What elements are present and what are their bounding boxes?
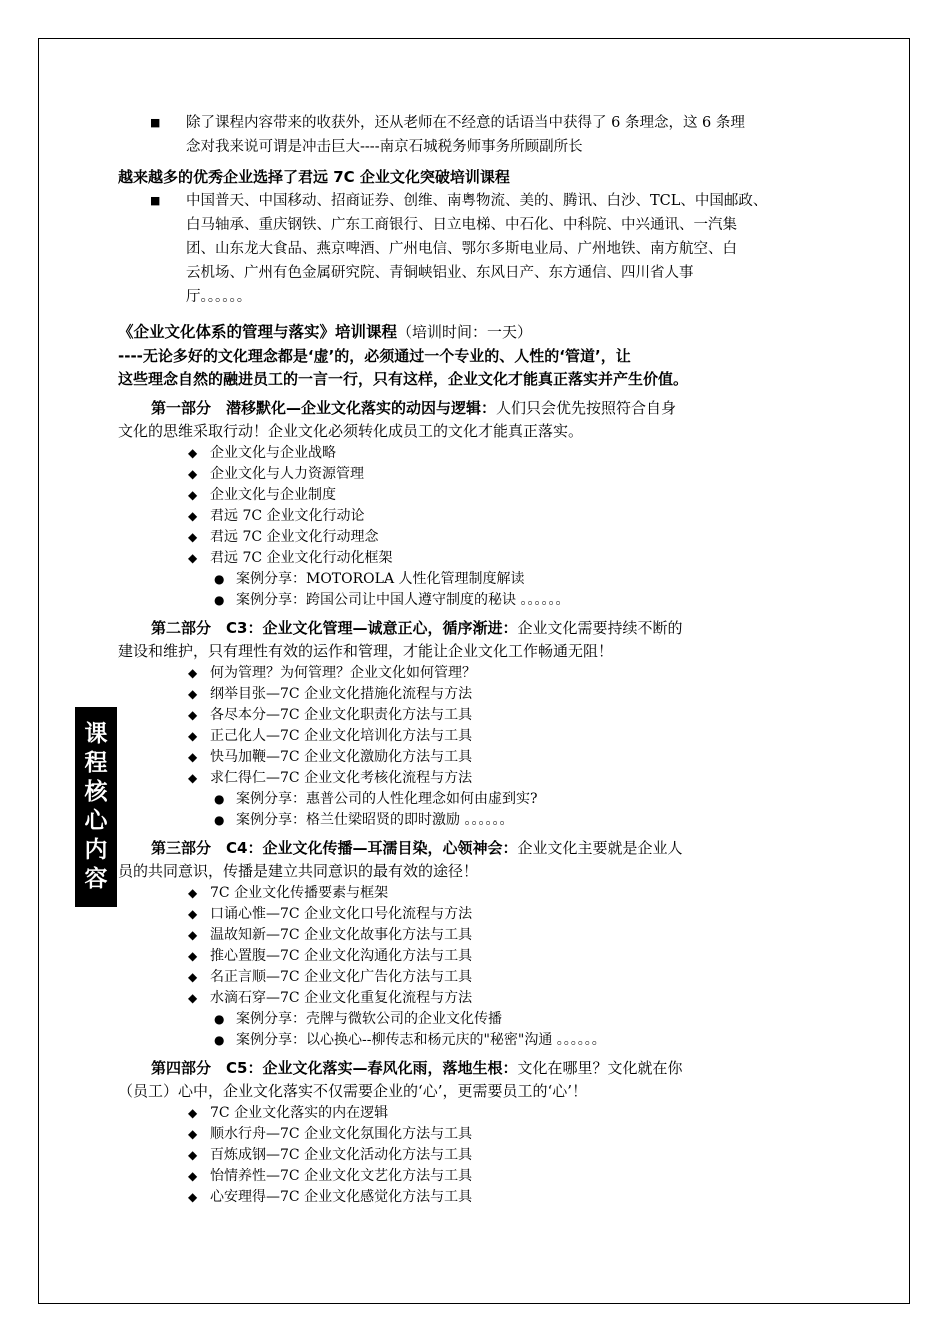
diamond-bullet-icon: ◆ <box>188 1190 198 1204</box>
diamond-bullet-icon: ◆ <box>188 750 198 764</box>
topic-item <box>188 925 848 946</box>
topic-text: 纲举目张—7C 企业文化措施化流程与方法 <box>210 686 473 702</box>
topic-item <box>188 548 848 569</box>
testimonial <box>118 111 848 159</box>
part-description: （员工）心中，企业文化落实不仅需要企业的‘心’，更需要员工的‘心’！ <box>118 1082 588 1100</box>
motto-line: ----无论多好的文化理念都是‘虚’的，必须通过一个专业的、人性的‘管道’，让 <box>118 347 631 365</box>
case-item <box>214 569 848 590</box>
course-time: （培训时间：一天） <box>397 323 533 341</box>
topic-item <box>188 527 848 548</box>
topic-text: 温故知新—7C 企业文化故事化方法与工具 <box>210 927 473 943</box>
case-text: 案例分享：壳牌与微软公司的企业文化传播 <box>236 1011 502 1027</box>
client-line: 白马轴承、重庆钢铁、广东工商银行、日立电梯、中石化、中科院、中兴通讯、一汽集 <box>186 217 737 233</box>
diamond-bullet-icon: ◆ <box>188 928 198 942</box>
topic-list <box>118 883 848 1009</box>
diamond-bullet-icon: ◆ <box>188 729 198 743</box>
dot-bullet-icon: ● <box>214 813 225 827</box>
motto-line: 这些理念自然的融进员工的一言一行，只有这样，企业文化才能真正落实并产生价值。 <box>118 370 689 388</box>
topic-item <box>188 705 848 726</box>
dot-bullet-icon: ● <box>214 792 225 806</box>
topic-item <box>188 967 848 988</box>
client-line: 中国普天、中国移动、招商证券、创维、南粤物流、美的、腾讯、白沙、TCL、中国邮政、 <box>186 193 768 209</box>
square-bullet-icon: ■ <box>150 116 161 129</box>
diamond-bullet-icon: ◆ <box>188 467 198 481</box>
sidebar-label: 课程核心内容 <box>84 721 108 892</box>
case-item <box>214 590 848 611</box>
diamond-bullet-icon: ◆ <box>188 1106 198 1120</box>
part-heading <box>118 1057 848 1103</box>
topic-item <box>188 663 848 684</box>
diamond-bullet-icon: ◆ <box>188 446 198 460</box>
diamond-bullet-icon: ◆ <box>188 509 198 523</box>
topic-text: 7C 企业文化落实的内在逻辑 <box>210 1105 389 1121</box>
topic-item <box>188 726 848 747</box>
case-text: 案例分享：以心换心--柳传志和杨元庆的"秘密"沟通 。。。。。。 <box>236 1032 606 1048</box>
diamond-bullet-icon: ◆ <box>188 488 198 502</box>
case-item <box>214 1009 848 1030</box>
part-title: 第四部分 C5：企业文化落实—春风化雨，落地生根： <box>151 1059 518 1077</box>
clients-list <box>118 189 848 309</box>
topic-text: 快马加鞭—7C 企业文化激励化方法与工具 <box>210 749 473 765</box>
square-bullet-icon: ■ <box>150 194 161 207</box>
diamond-bullet-icon: ◆ <box>188 1127 198 1141</box>
course-part <box>118 1057 848 1208</box>
diamond-bullet-icon: ◆ <box>188 666 198 680</box>
topic-text: 君远 7C 企业文化行动论 <box>210 508 365 524</box>
topic-item <box>188 1103 848 1124</box>
course-part <box>118 397 848 611</box>
diamond-bullet-icon: ◆ <box>188 1169 198 1183</box>
topic-text: 企业文化与人力资源管理 <box>210 466 364 482</box>
part-heading <box>118 837 848 883</box>
topic-text: 怡情养性—7C 企业文化文艺化方法与工具 <box>210 1168 473 1184</box>
testimonial-line: 念对我来说可谓是冲击巨大----南京石城税务师事务所顾副所长 <box>186 139 583 155</box>
topic-text: 口诵心惟—7C 企业文化口号化流程与方法 <box>210 906 473 922</box>
topic-item <box>188 485 848 506</box>
course-motto <box>118 345 848 391</box>
course-name: 《企业文化体系的管理与落实》培训课程 <box>118 323 398 341</box>
topic-text: 各尽本分—7C 企业文化职责化方法与工具 <box>210 707 473 723</box>
part-description: 建设和维护，只有理性有效的运作和管理，才能让企业文化工作畅通无阻！ <box>118 642 614 660</box>
topic-item <box>188 1187 848 1208</box>
topic-text: 求仁得仁—7C 企业文化考核化流程与方法 <box>210 770 473 786</box>
topic-item <box>188 768 848 789</box>
part-heading <box>118 397 848 443</box>
topic-item <box>188 684 848 705</box>
dot-bullet-icon: ● <box>214 572 225 586</box>
part-description: 文化在哪里？文化就在你 <box>517 1059 683 1077</box>
course-part <box>118 617 848 831</box>
part-title: 第一部分 潜移默化—企业文化落实的动因与逻辑： <box>151 399 497 417</box>
case-text: 案例分享：惠普公司的人性化理念如何由虚到实? <box>236 791 538 807</box>
topic-text: 7C 企业文化传播要素与框架 <box>210 885 389 901</box>
diamond-bullet-icon: ◆ <box>188 991 198 1005</box>
topic-list <box>118 1103 848 1208</box>
topic-item <box>188 1124 848 1145</box>
page-content <box>118 111 848 1208</box>
diamond-bullet-icon: ◆ <box>188 907 198 921</box>
topic-list <box>118 443 848 569</box>
diamond-bullet-icon: ◆ <box>188 970 198 984</box>
case-text: 案例分享：跨国公司让中国人遵守制度的秘诀 。。。。。。 <box>236 592 570 608</box>
topic-item <box>188 1145 848 1166</box>
part-description: 人们只会优先按照符合自身 <box>496 399 677 417</box>
topic-text: 企业文化与企业制度 <box>210 487 336 503</box>
topic-text: 百炼成钢—7C 企业文化活动化方法与工具 <box>210 1147 473 1163</box>
clients-heading: 越来越多的优秀企业选择了君远 7C 企业文化突破培训课程 <box>118 168 510 186</box>
diamond-bullet-icon: ◆ <box>188 1148 198 1162</box>
part-description: 文化的思维采取行动！企业文化必须转化成员工的文化才能真正落实。 <box>118 422 584 440</box>
topic-text: 正己化人—7C 企业文化培训化方法与工具 <box>210 728 473 744</box>
diamond-bullet-icon: ◆ <box>188 708 198 722</box>
testimonial-line: 除了课程内容带来的收获外，还从老师在不经意的话语当中获得了 6 条理念，这 6 条理 <box>186 115 745 131</box>
topic-text: 君远 7C 企业文化行动化框架 <box>210 550 393 566</box>
topic-list <box>118 663 848 789</box>
topic-item <box>188 988 848 1009</box>
diamond-bullet-icon: ◆ <box>188 886 198 900</box>
topic-item <box>188 946 848 967</box>
topic-text: 水滴石穿—7C 企业文化重复化流程与方法 <box>210 990 473 1006</box>
course-title <box>118 319 848 345</box>
topic-item <box>188 443 848 464</box>
part-heading <box>118 617 848 663</box>
topic-text: 心安理得—7C 企业文化感觉化方法与工具 <box>210 1189 473 1205</box>
diamond-bullet-icon: ◆ <box>188 771 198 785</box>
diamond-bullet-icon: ◆ <box>188 530 198 544</box>
part-description: 员的共同意识，传播是建立共同意识的最有效的途径！ <box>118 862 479 880</box>
part-description: 企业文化需要持续不断的 <box>517 619 683 637</box>
topic-item <box>188 506 848 527</box>
part-description: 企业文化主要就是企业人 <box>517 839 683 857</box>
sidebar-label-box <box>75 707 117 907</box>
case-list <box>118 789 848 831</box>
dot-bullet-icon: ● <box>214 1012 225 1026</box>
dot-bullet-icon: ● <box>214 1033 225 1047</box>
topic-text: 名正言顺—7C 企业文化广告化方法与工具 <box>210 969 473 985</box>
part-title: 第二部分 C3：企业文化管理—诚意正心，循序渐进： <box>151 619 518 637</box>
topic-text: 推心置腹—7C 企业文化沟通化方法与工具 <box>210 948 473 964</box>
topic-item <box>188 1166 848 1187</box>
part-title: 第三部分 C4：企业文化传播—耳濡目染，心领神会： <box>151 839 518 857</box>
topic-text: 何为管理？为何管理？企业文化如何管理？ <box>210 665 476 681</box>
case-list <box>118 569 848 611</box>
case-item <box>214 1030 848 1051</box>
topic-item <box>188 904 848 925</box>
diamond-bullet-icon: ◆ <box>188 949 198 963</box>
dot-bullet-icon: ● <box>214 593 225 607</box>
case-item <box>214 810 848 831</box>
case-text: 案例分享：MOTOROLA 人性化管理制度解读 <box>236 571 525 587</box>
topic-text: 顺水行舟—7C 企业文化氛围化方法与工具 <box>210 1126 473 1142</box>
diamond-bullet-icon: ◆ <box>188 551 198 565</box>
course-part <box>118 837 848 1051</box>
topic-text: 君远 7C 企业文化行动理念 <box>210 529 379 545</box>
topic-text: 企业文化与企业战略 <box>210 445 336 461</box>
case-text: 案例分享：格兰仕梁昭贤的即时激励 。。。。。。 <box>236 812 514 828</box>
case-list <box>118 1009 848 1051</box>
client-line: 云机场、广州有色金属研究院、青铜峡铝业、东风日产、东方通信、四川省人事 <box>186 265 694 281</box>
diamond-bullet-icon: ◆ <box>188 687 198 701</box>
topic-item <box>188 883 848 904</box>
topic-item <box>188 464 848 485</box>
course-parts <box>118 397 848 1208</box>
topic-item <box>188 747 848 768</box>
client-line: 厅。。。。。。 <box>186 289 252 305</box>
case-item <box>214 789 848 810</box>
client-line: 团、山东龙大食品、燕京啤酒、广州电信、鄂尔多斯电业局、广州地铁、南方航空、白 <box>186 241 737 257</box>
